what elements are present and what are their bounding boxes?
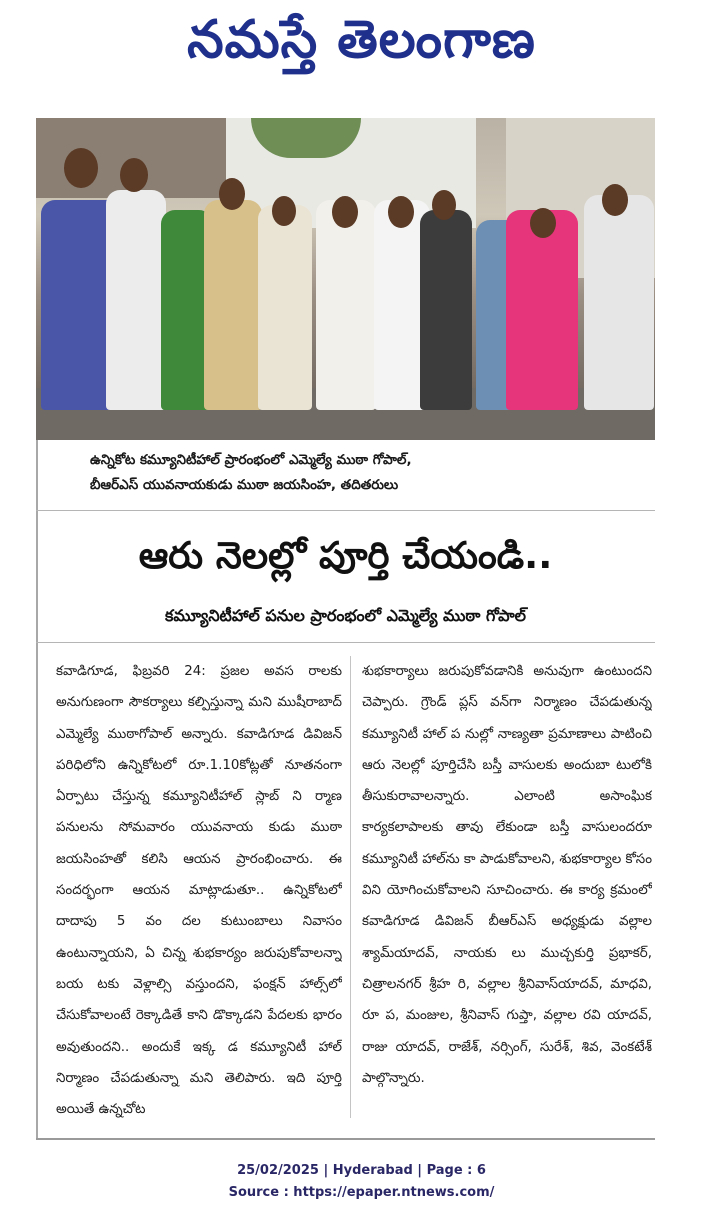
masthead-title: నమస్తే తెలంగాణ <box>187 10 536 70</box>
news-photo <box>36 118 655 440</box>
footer-date-location: 25/02/2025 | Hyderabad | Page : 6 <box>237 1163 486 1178</box>
divider <box>36 1138 655 1140</box>
divider <box>36 510 655 511</box>
divider <box>36 642 655 643</box>
column-divider <box>350 656 351 1118</box>
article-body-right: శుభకార్యాలు జరుపుకోవడానికి అనువుగా ఉంటుందని చెప్పారు. గ్రౌండ్ ప్లస్ వన్‌గా నిర్మాణం చేపడుతున్న కమ్యూనిటీ హాల్ ప నుల్లో నాణ్యతా ప్రమాణాలు పాటించి ఆరు నెలల్లో పూర్తిచేసి బస్తీ వాసులకు అందుబా టులోకి తీసుకురావాలన్నారు. ఎలాంటి అసాంఘిక కార్యకలాపాలకు తావు లేకుండా బస్తీ వాసులందరూ కమ్యూనిటీ హాల్‌ను కా పాడుకోవాలని, శుభకార్యాల కోసం విని యోగించుకోవాలని సూచించారు. ఈ కార్య క్రమంలో కవాడిగూడ డివిజన్ బీఆర్ఎస్ అధ్యక్షుడు వల్లాల శ్యామ్‌యాదవ్, నాయకు లు ముచ్చకుర్తి ప్రభాకర్, చిత్రాలనగర్ శ్రీహ రి, వల్లాల శ్రీనివాస్‌యాదవ్, మాధవి, రూ ప, మంజుల, శ్రీనివాస్ గుప్తా, వల్లాల రవి యాదవ్, రాజు యాదవ్, రాజేశ్, నర్సింగ్, సురేశ్, శివ, వెంకటేశ్ పాల్గొన్నారు. <box>362 664 652 1086</box>
page-footer <box>0 1160 723 1204</box>
subheadline: కమ్యూనిటీహాల్ పనుల ప్రారంభంలో ఎమ్మెల్యే ముఠా గోపాల్ <box>165 606 526 625</box>
caption-line: బీఆర్ఎస్ యువనాయకుడు ముఠా జయసింహ, తదితరులు <box>90 477 399 493</box>
article-body-left: కవాడిగూడ, ఫిబ్రవరి 24: ప్రజల అవస రాలకు అనుగుణంగా సౌకర్యాలు కల్పిస్తున్నా మని ముషీరాబాద్ ఎమ్మెల్యే ముఠాగోపాల్ అన్నారు. కవాడిగూడ డివిజన్ పరిధిలోని ఉన్నికోటలో రూ.1.10కోట్లతో నూతనంగా ఏర్పాటు చేస్తున్న కమ్యూనిటీహాల్ స్లాబ్ ని ర్మాణ పనులను సోమవారం యువనాయ కుడు ముఠా జయసింహతో కలిసి ఆయన ప్రారంభించారు. ఈ సందర్భంగా ఆయన మాట్లాడుతూ.. ఉన్నికోటలో దాదాపు 5 వం దల కుటుంబాలు నివాసం ఉంటున్నాయని, ఏ చిన్న శుభకార్యం జరుపుకోవాలన్నా బయ టకు వెళ్లాల్సి వస్తుందని, ఫంక్షన్ హాల్స్‌లో చేసుకోవాలంటే రెక్కాడితే కాని డొక్కాడని పేదలకు భారం అవుతుందని.. అందుకే ఇక్క డ కమ్యూనిటీ హాల్ నిర్మాణం చేపడుతున్నా మని తెలిపారు. ఇది పూర్తి అయితే ఉన్నచోట <box>56 664 342 1118</box>
news-article <box>36 118 656 1140</box>
caption-line: ఉన్నికోట కమ్యూనిటీహాల్ ప్రారంభంలో ఎమ్మెల్యే ముఠా గోపాల్, <box>90 452 412 468</box>
headline: ఆరు నెలల్లో పూర్తి చేయండి.. <box>138 534 553 577</box>
footer-source: Source : https://epaper.ntnews.com/ <box>228 1185 495 1200</box>
photo-caption <box>90 448 630 498</box>
